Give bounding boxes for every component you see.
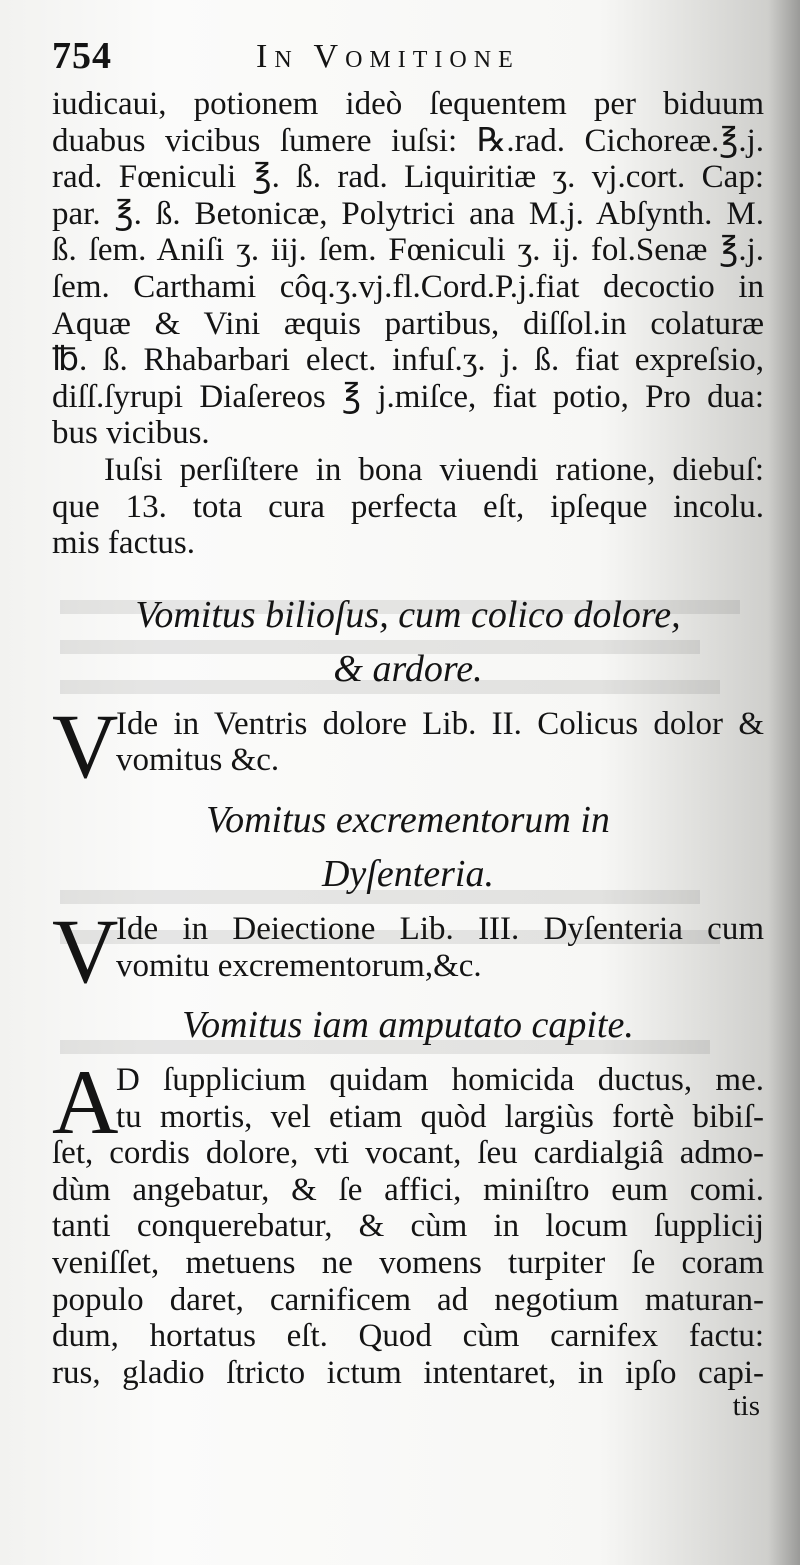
text-line: dùm angebatur, & ſe affici, miniſtro eum comi. bbox=[52, 1171, 764, 1208]
drop-cap: V bbox=[52, 694, 119, 797]
text-line: que 13. tota cura perfecta eſt, ipſeque incolu. bbox=[52, 488, 764, 525]
prescription-paragraph bbox=[52, 86, 764, 452]
text-line: ſet, cordis dolore, vti vocant, ſeu cardialgiâ admo- bbox=[52, 1135, 764, 1172]
text-line: duabus vicibus ſumere iuſsi: ℞.rad. Cichoreæ.℥.j. bbox=[52, 122, 764, 159]
page-header bbox=[52, 28, 764, 86]
section-heading: Vomitus iam amputato capite. bbox=[182, 1004, 634, 1047]
narrative-paragraph bbox=[52, 1135, 764, 1391]
text-line: tu mortis, vel etiam quòd largiùs fortè bibiſ- bbox=[116, 1098, 764, 1135]
text-line: mis factus. bbox=[52, 525, 195, 562]
text-line: tanti conquerebatur, & cùm in locum ſupplicij bbox=[52, 1208, 764, 1245]
page-number: 754 bbox=[52, 35, 112, 77]
drop-cap: A bbox=[52, 1051, 119, 1154]
text-line: diſſ.ſyrupi Diaſereos ℥ j.miſce, fiat potio, Pro dua: bbox=[52, 378, 764, 415]
text-line: ℔. ß. Rhabarbari elect. infuſ.ʒ. j. ß. fiat expreſsio, bbox=[52, 342, 764, 379]
drop-cap: V bbox=[52, 899, 119, 1002]
text-line: iudicaui, potionem ideò ſequentem per biduum bbox=[52, 86, 764, 122]
cross-reference-paragraph bbox=[52, 694, 764, 797]
running-head: In Vomitione bbox=[256, 38, 520, 75]
text-line: rus, gladio ſtricto ictum intentaret, in ipſo capi- bbox=[52, 1354, 764, 1391]
text-line: bus vicibus. bbox=[52, 415, 210, 452]
text-line: populo daret, carnificem ad negotium maturan- bbox=[52, 1281, 764, 1318]
text-line: dum, hortatus eſt. Quod cùm carnifex factu: bbox=[52, 1318, 764, 1355]
text-line: par. ℥. ß. Betonicæ, Polytrici ana M.j. Abſynth. M. bbox=[52, 195, 764, 232]
outcome-paragraph bbox=[52, 452, 764, 562]
page-content bbox=[52, 28, 764, 1421]
catchword: tis bbox=[732, 1390, 760, 1423]
text-line: Ide in Ventris dolore Lib. II. Colicus dolor & bbox=[116, 705, 764, 742]
section-dysentery-vomiting bbox=[52, 793, 764, 1002]
section-heading: Dyſenteria. bbox=[321, 852, 494, 895]
cross-reference-paragraph bbox=[52, 899, 764, 1002]
text-line: veniſſet, metuens ne vomens turpiter ſe coram bbox=[52, 1245, 764, 1282]
text-line: Iuſsi perſiſtere in bona viuendi ratione, diebuſ: bbox=[104, 451, 764, 488]
text-line: ß. ſem. Aniſi ʒ. iij. ſem. Fœniculi ʒ. ij. fol.Senæ ℥.j. bbox=[52, 232, 764, 269]
text-line: ſem. Carthami côq.ʒ.vj.fl.Cord.P.j.fiat decoctio in bbox=[52, 268, 764, 305]
text-line: rad. Fœniculi ℥. ß. rad. Liquiritiæ ʒ. vj.cort. Cap: bbox=[52, 159, 764, 196]
section-bilious-vomiting bbox=[52, 588, 764, 797]
section-heading: Vomitus bilioſus, cum colico dolore, bbox=[135, 593, 681, 636]
text-line: D ſupplicium quidam homicida ductus, me. bbox=[116, 1062, 764, 1099]
section-heading: Vomitus excrementorum in bbox=[206, 798, 610, 841]
text-line: vomitus &c. bbox=[116, 742, 280, 779]
text-line: Aquæ & Vini æquis partibus, diſſol.in colaturæ bbox=[52, 305, 764, 342]
text-line: vomitu excrementorum,&c. bbox=[116, 947, 482, 984]
section-amputated-head-vomiting bbox=[52, 998, 764, 1421]
text-line: Ide in Deiectione Lib. III. Dyſenteria cum bbox=[116, 910, 764, 947]
section-heading: & ardore. bbox=[333, 647, 483, 690]
